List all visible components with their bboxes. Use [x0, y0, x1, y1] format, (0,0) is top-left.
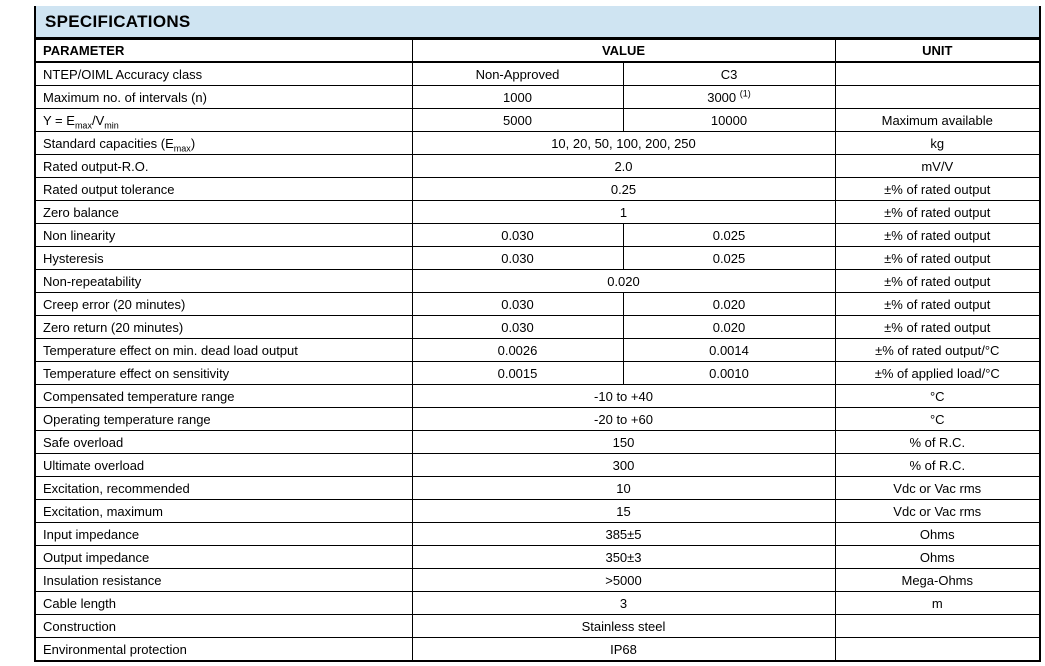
parameter-cell: Construction — [35, 615, 412, 638]
column-header-row — [35, 39, 1040, 63]
datasheet-page — [34, 6, 1039, 662]
unit-cell — [835, 615, 1040, 638]
unit-cell: % of R.C. — [835, 431, 1040, 454]
table-row — [35, 362, 1040, 385]
value-cell: 150 — [412, 431, 835, 454]
column-header-value: VALUE — [412, 39, 835, 63]
value-cell: Stainless steel — [412, 615, 835, 638]
unit-cell: ±% of rated output/°C — [835, 339, 1040, 362]
unit-cell: kg — [835, 132, 1040, 155]
table-row — [35, 62, 1040, 86]
value-cell: 0.020 — [623, 316, 835, 339]
parameter-cell: Excitation, recommended — [35, 477, 412, 500]
unit-cell: °C — [835, 385, 1040, 408]
table-row — [35, 109, 1040, 132]
parameter-cell: Input impedance — [35, 523, 412, 546]
table-row — [35, 224, 1040, 247]
unit-cell: ±% of rated output — [835, 247, 1040, 270]
unit-cell: m — [835, 592, 1040, 615]
parameter-cell: Creep error (20 minutes) — [35, 293, 412, 316]
parameter-cell: Insulation resistance — [35, 569, 412, 592]
unit-cell: ±% of applied load/°C — [835, 362, 1040, 385]
value-cell: 2.0 — [412, 155, 835, 178]
parameter-cell: Temperature effect on min. dead load output — [35, 339, 412, 362]
parameter-cell: Environmental protection — [35, 638, 412, 662]
value-cell: 3 — [412, 592, 835, 615]
parameter-cell: Non-repeatability — [35, 270, 412, 293]
table-row — [35, 638, 1040, 662]
parameter-cell: Hysteresis — [35, 247, 412, 270]
unit-cell: Maximum available — [835, 109, 1040, 132]
column-header-unit: UNIT — [835, 39, 1040, 63]
table-row — [35, 293, 1040, 316]
value-cell: 0.0014 — [623, 339, 835, 362]
unit-cell: mV/V — [835, 155, 1040, 178]
unit-cell: Vdc or Vac rms — [835, 477, 1040, 500]
table-row — [35, 247, 1040, 270]
value-cell: >5000 — [412, 569, 835, 592]
unit-cell: Ohms — [835, 546, 1040, 569]
parameter-cell: Non linearity — [35, 224, 412, 247]
column-header-parameter: PARAMETER — [35, 39, 412, 63]
table-row — [35, 431, 1040, 454]
value-cell: 385±5 — [412, 523, 835, 546]
table-row — [35, 339, 1040, 362]
value-cell: 0.0026 — [412, 339, 623, 362]
value-cell: 0.020 — [623, 293, 835, 316]
unit-cell: ±% of rated output — [835, 224, 1040, 247]
parameter-cell: Temperature effect on sensitivity — [35, 362, 412, 385]
table-row — [35, 132, 1040, 155]
parameter-cell: Rated output tolerance — [35, 178, 412, 201]
section-title: SPECIFICATIONS — [35, 6, 1040, 39]
value-cell: C3 — [623, 62, 835, 86]
parameter-cell: Maximum no. of intervals (n) — [35, 86, 412, 109]
value-cell: 0.025 — [623, 247, 835, 270]
value-cell: 0.030 — [412, 247, 623, 270]
table-row — [35, 201, 1040, 224]
table-row — [35, 477, 1040, 500]
table-row — [35, 523, 1040, 546]
value-cell: 350±3 — [412, 546, 835, 569]
value-cell: 0.25 — [412, 178, 835, 201]
value-cell: IP68 — [412, 638, 835, 662]
value-cell: 0.025 — [623, 224, 835, 247]
table-head — [35, 6, 1040, 62]
value-cell: 0.020 — [412, 270, 835, 293]
parameter-cell: NTEP/OIML Accuracy class — [35, 62, 412, 86]
value-cell: 0.0010 — [623, 362, 835, 385]
parameter-cell: Operating temperature range — [35, 408, 412, 431]
unit-cell — [835, 62, 1040, 86]
value-cell: 0.030 — [412, 224, 623, 247]
value-cell: -10 to +40 — [412, 385, 835, 408]
table-row — [35, 316, 1040, 339]
unit-cell: ±% of rated output — [835, 178, 1040, 201]
value-cell: 10 — [412, 477, 835, 500]
value-cell: 3000 $^{(1)}$ — [623, 86, 835, 109]
value-cell: -20 to +60 — [412, 408, 835, 431]
parameter-cell: Rated output-R.O. — [35, 155, 412, 178]
value-cell: 1000 — [412, 86, 623, 109]
unit-cell: Ohms — [835, 523, 1040, 546]
table-row — [35, 546, 1040, 569]
table-row — [35, 615, 1040, 638]
unit-cell: °C — [835, 408, 1040, 431]
value-cell: 1 — [412, 201, 835, 224]
value-cell: 0.030 — [412, 316, 623, 339]
table-row — [35, 178, 1040, 201]
parameter-cell: Excitation, maximum — [35, 500, 412, 523]
value-cell: 10, 20, 50, 100, 200, 250 — [412, 132, 835, 155]
value-cell: 15 — [412, 500, 835, 523]
unit-cell: Mega-Ohms — [835, 569, 1040, 592]
table-row — [35, 155, 1040, 178]
value-cell: 5000 — [412, 109, 623, 132]
table-row — [35, 270, 1040, 293]
table-row — [35, 408, 1040, 431]
unit-cell: ±% of rated output — [835, 293, 1040, 316]
table-row — [35, 500, 1040, 523]
specifications-table — [34, 6, 1041, 662]
table-row — [35, 385, 1040, 408]
unit-cell: % of R.C. — [835, 454, 1040, 477]
unit-cell — [835, 86, 1040, 109]
value-cell: Non-Approved — [412, 62, 623, 86]
value-cell: 300 — [412, 454, 835, 477]
parameter-cell: Zero balance — [35, 201, 412, 224]
table-body — [35, 62, 1040, 661]
unit-cell: ±% of rated output — [835, 201, 1040, 224]
parameter-cell: Standard capacities $(E_{max})$ — [35, 132, 412, 155]
value-cell: 0.0015 — [412, 362, 623, 385]
parameter-cell: $Y = E_{max}/V_{min}$ — [35, 109, 412, 132]
value-cell: 0.030 — [412, 293, 623, 316]
table-row — [35, 592, 1040, 615]
table-row — [35, 454, 1040, 477]
parameter-cell: Compensated temperature range — [35, 385, 412, 408]
table-row — [35, 569, 1040, 592]
table-row — [35, 86, 1040, 109]
unit-cell — [835, 638, 1040, 662]
value-cell: 10000 — [623, 109, 835, 132]
parameter-cell: Safe overload — [35, 431, 412, 454]
parameter-cell: Output impedance — [35, 546, 412, 569]
section-banner — [35, 6, 1040, 39]
unit-cell: Vdc or Vac rms — [835, 500, 1040, 523]
parameter-cell: Zero return (20 minutes) — [35, 316, 412, 339]
unit-cell: ±% of rated output — [835, 270, 1040, 293]
unit-cell: ±% of rated output — [835, 316, 1040, 339]
parameter-cell: Cable length — [35, 592, 412, 615]
parameter-cell: Ultimate overload — [35, 454, 412, 477]
